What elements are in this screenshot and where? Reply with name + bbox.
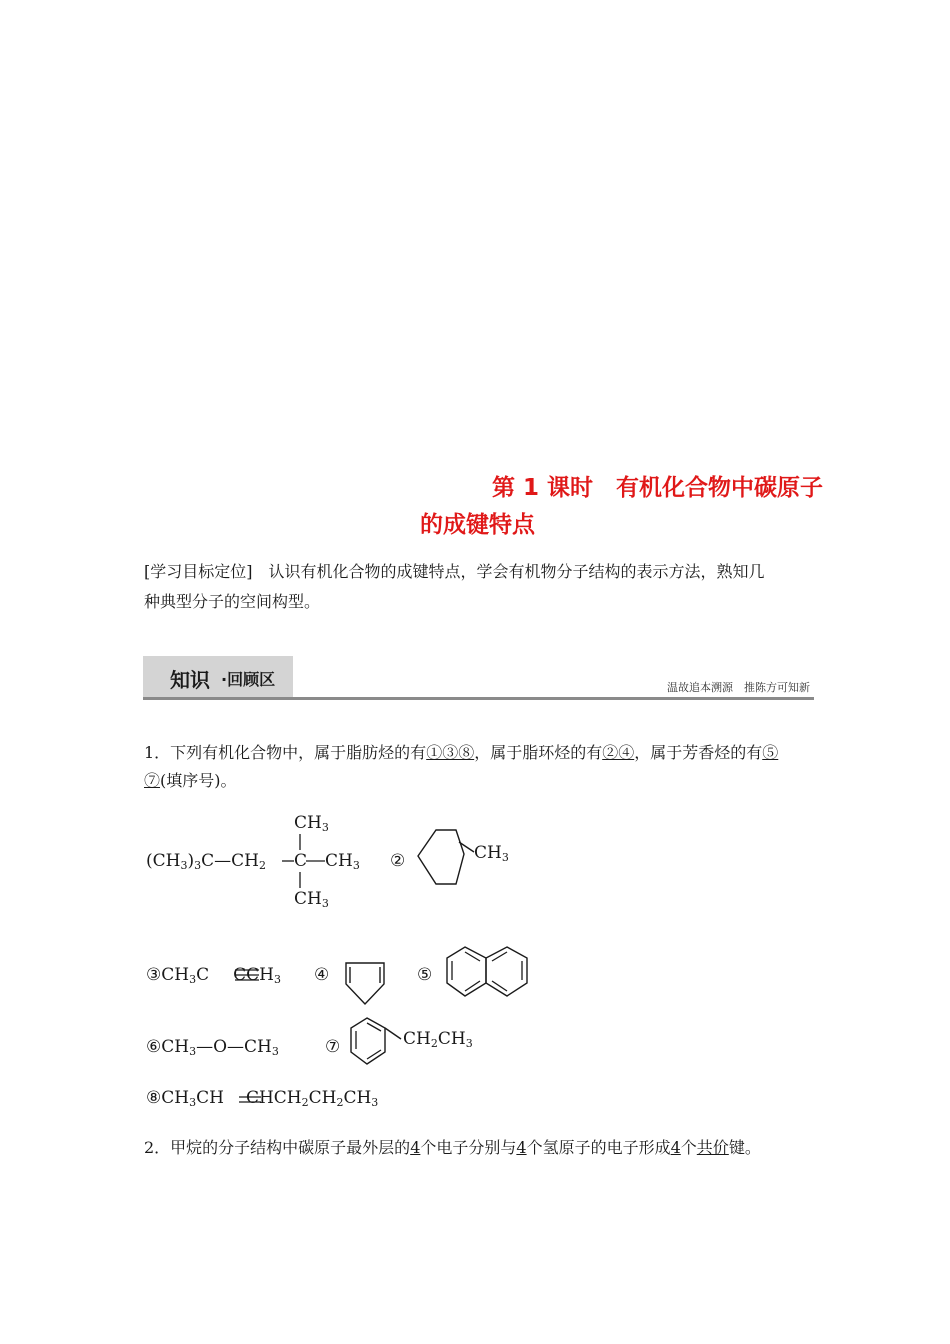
s7-benzene-ring <box>347 1012 427 1092</box>
answer-bond-type: 共价 <box>696 1138 729 1157</box>
answer-bond-count: 4 <box>670 1138 681 1157</box>
s1-bottom-methyl: $CH_3$ <box>294 889 329 910</box>
page-title-line2: 的成键特点 <box>420 512 535 538</box>
question-1-line1: 1．下列有机化合物中，属于脂肪烃的有①③⑧，属于脂环烃的有②④，属于芳香烃的有⑤ <box>144 743 779 762</box>
s7-number: ⑦ <box>325 1037 341 1057</box>
s4-cyclopentadiene-ring <box>340 957 400 1017</box>
s1-top-methyl: $CH_3$ <box>294 813 329 834</box>
s6-formula: $⑥CH_3—O—CH_3$ <box>146 1037 279 1058</box>
s2-methyl: $CH_3$ <box>474 843 509 864</box>
answer-aliphatic: ①③⑧ <box>426 743 475 762</box>
objective-label: [学习目标定位] <box>144 562 253 581</box>
question-2: 2．甲烷的分子结构中碳原子最外层的4个电子分别与4个氢原子的电子形成4个共价键。 <box>144 1138 761 1157</box>
s3-formula: $③CH_3C$ $CCH_3$ <box>146 965 281 986</box>
section-title: 知识 <box>170 668 210 692</box>
objective-text-1: 认识有机化合物的成键特点，学会有机物分子结构的表示方法，熟知几 <box>268 562 765 581</box>
answer-alicyclic: ②④ <box>602 743 635 762</box>
section-motto: 温故追本溯源 推陈方可知新 <box>667 681 810 694</box>
objective-line2: 种典型分子的空间构型。 <box>144 592 321 611</box>
s1-main-chain: $(CH_3)_3C—CH_2$ <box>146 851 266 872</box>
s2-number: ② <box>390 851 406 871</box>
answer-electrons: 4 <box>410 1138 421 1157</box>
s5-number: ⑤ <box>417 965 433 985</box>
s7-ethyl-group: $CH_2CH_3$ <box>403 1029 473 1050</box>
s3-triple-bond <box>235 966 275 986</box>
answer-aromatic-a: ⑤ <box>762 743 779 762</box>
s8-formula: $⑧CH_3CH$ $CHCH_2CH_2CH_3$ <box>146 1088 379 1109</box>
s8-double-bond <box>239 1092 269 1108</box>
question-1-line2: ⑦(填序号)。 <box>144 771 237 790</box>
page-title-line1: 第 1 课时 有机化合物中碳原子 <box>492 475 824 501</box>
s4-number: ④ <box>314 965 330 985</box>
answer-hydrogens: 4 <box>516 1138 527 1157</box>
s1-quaternary-carbon: C <box>294 851 308 871</box>
s1-right-methyl: $CH_3$ <box>325 851 360 872</box>
answer-aromatic-b: ⑦ <box>144 771 161 790</box>
s5-naphthalene-rings <box>443 940 543 1010</box>
section-subtitle: ·回顾区 <box>221 670 276 689</box>
